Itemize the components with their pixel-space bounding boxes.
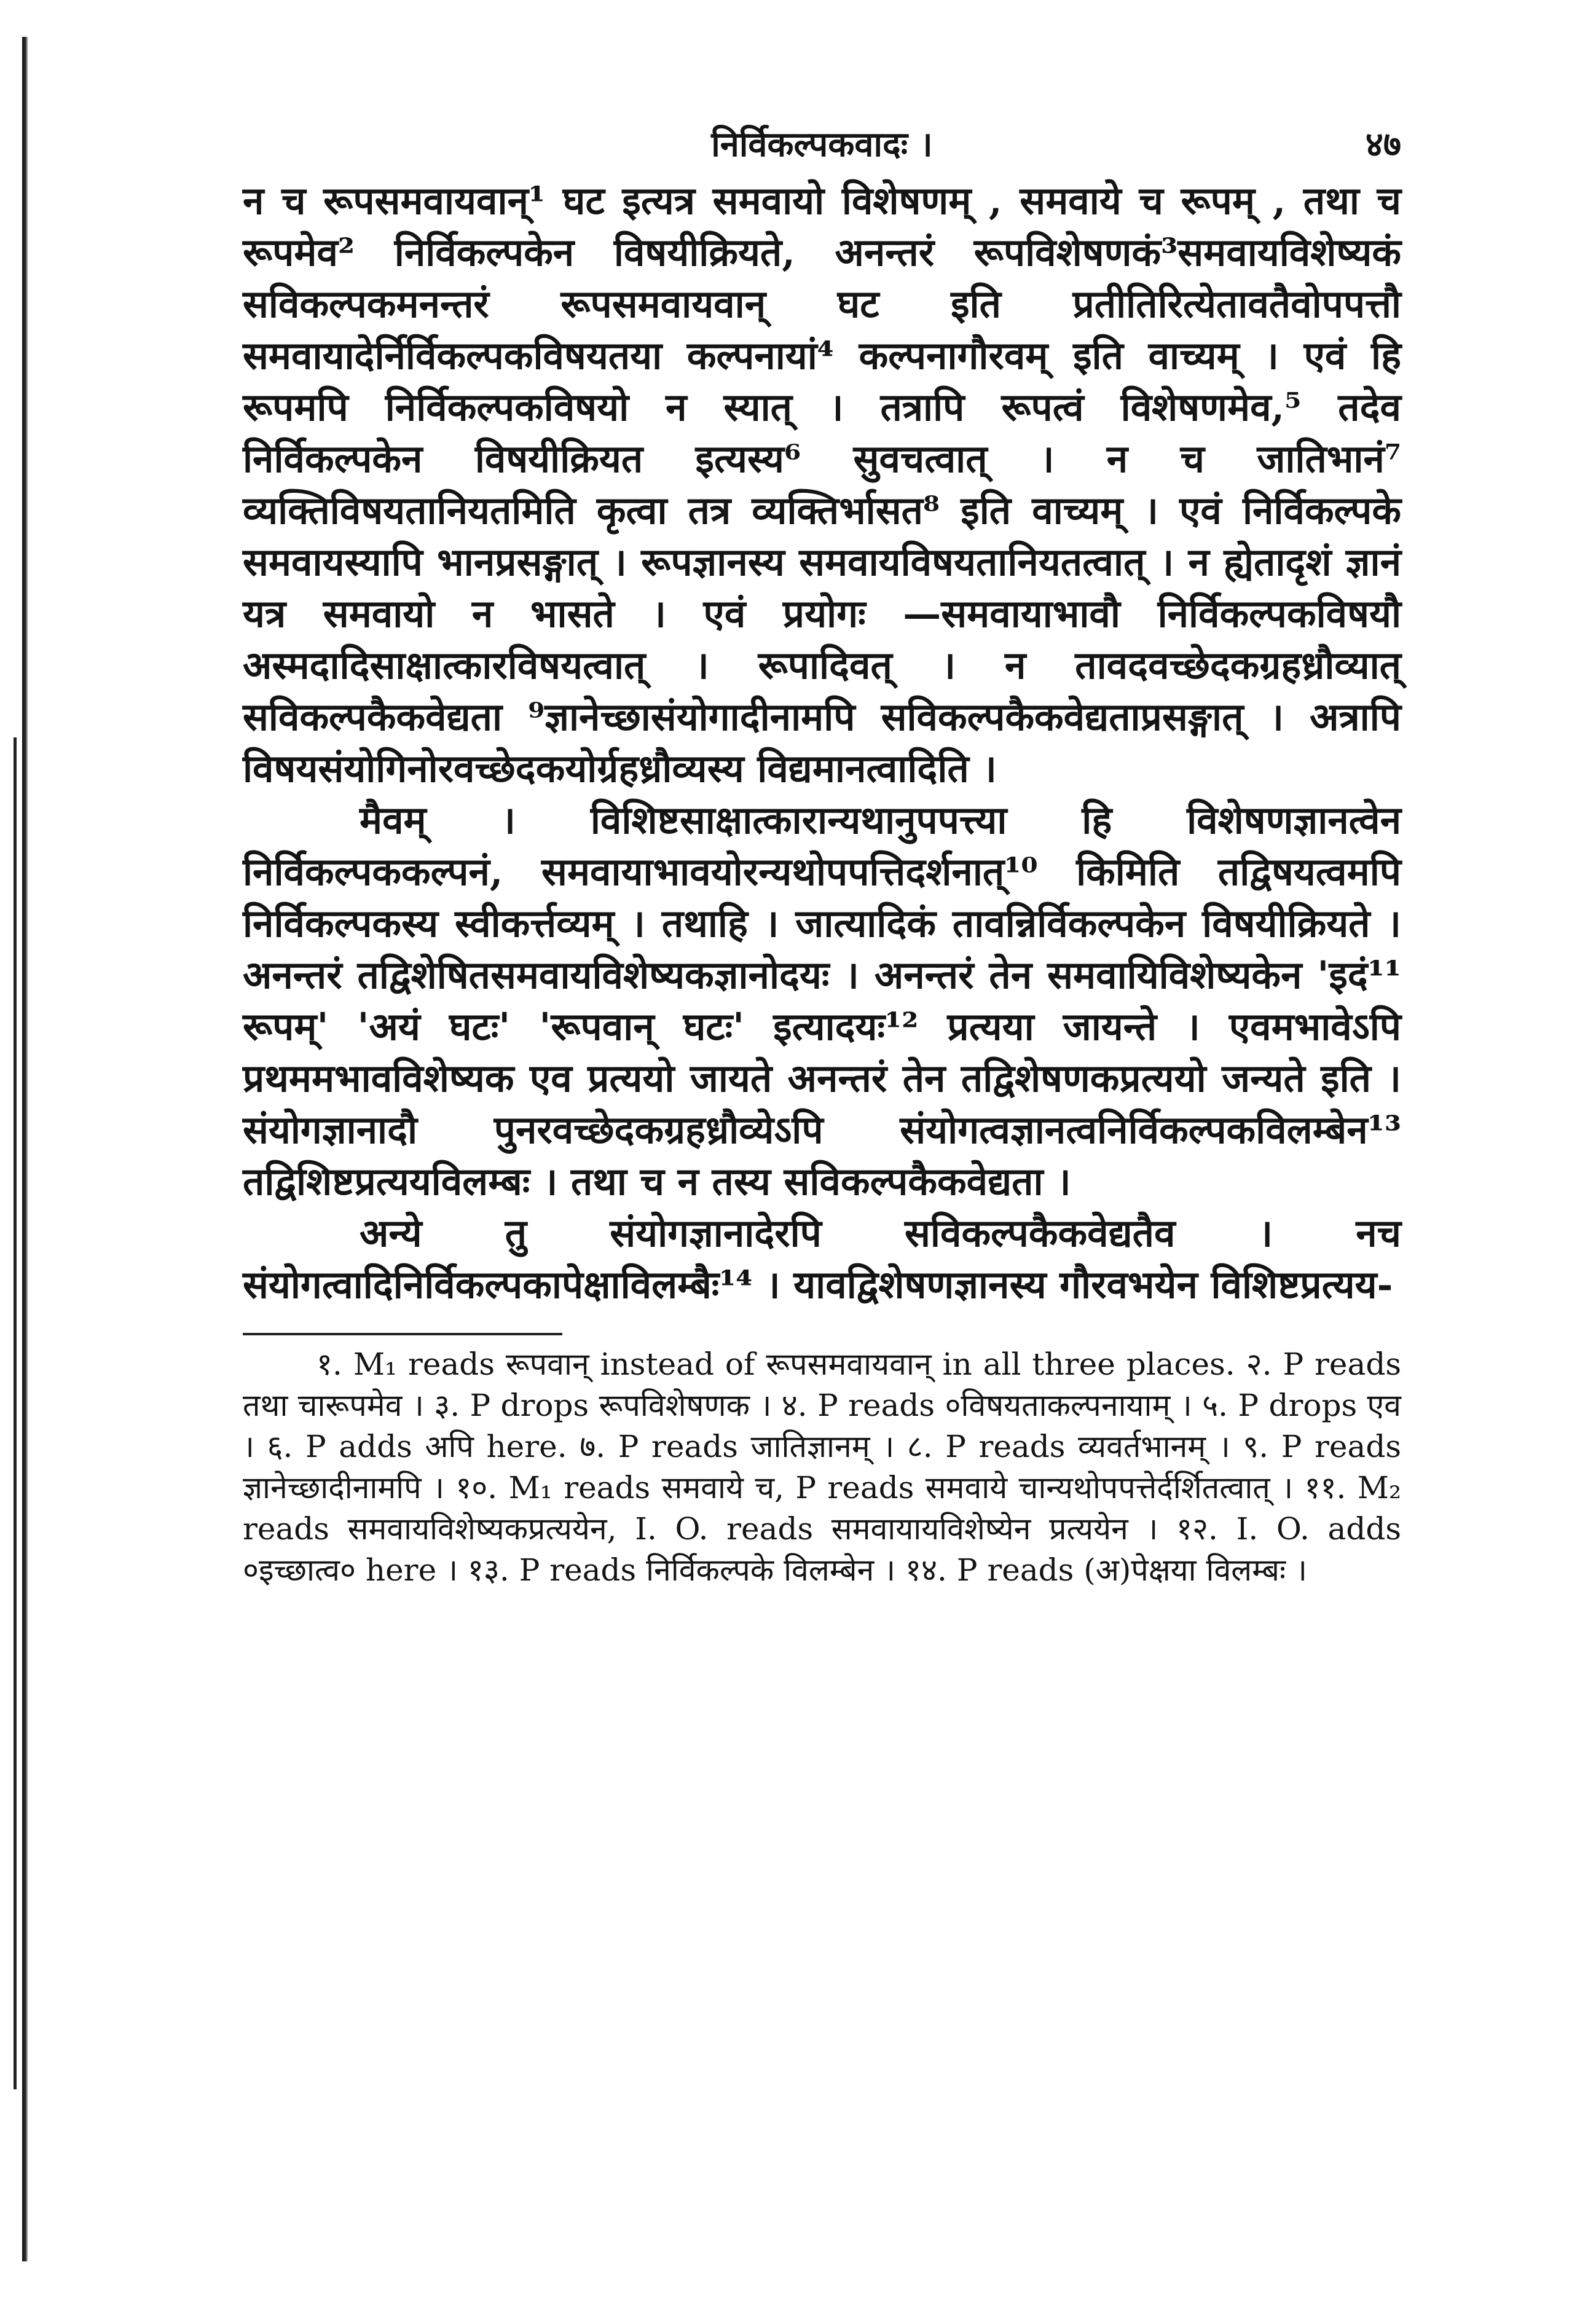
page-header: [243, 108, 1401, 175]
footnote-rule: [243, 1333, 562, 1335]
page-number: ४७: [1365, 124, 1401, 165]
scan-binding-edge: [22, 37, 28, 2261]
running-head: निर्विकल्पकवादः ।: [711, 124, 933, 165]
paragraph-1: न च रूपसमवायवान्¹ घट इत्यत्र समवायो विशेषणम् , समवाये च रूपम् , तथा च रूपमेव² निर्विकल्पकेन विषयीक्रियते, अनन्तरं रूपविशेषणकं³समवायविशेष्यकं सविकल्पकमनन्तरं रूपसमवायवान् घट इति प्रतीतिरित्येतावतैवोपपत्तौ समवायादेर्निर्विकल्पकविषयतया कल्पनायां⁴ कल्पनागौरवम् इति वाच्यम् । एवं हि रूपमपि निर्विकल्पकविषयो न स्यात् । तत्रापि रूपत्वं विशेषणमेव,⁵ तदेव निर्विकल्पकेन विषयीक्रियत इत्यस्य⁶ सुवचत्वात् । न च जातिभानं⁷ व्यक्तिविषयतानियतमिति कृत्वा तत्र व्यक्तिर्भासत⁸ इति वाच्यम् । एवं निर्विकल्पके समवायस्यापि भानप्रसङ्गात् । रूपज्ञानस्य समवायविषयतानियतत्वात् । न ह्येतादृशं ज्ञानं यत्र समवायो न भासते । एवं प्रयोगः —समवायाभावौ निर्विकल्पकविषयौ अस्मदादिसाक्षात्कारविषयत्वात् । रूपादिवत् । न तावदवच्छेदकग्रहध्रौव्यात् सविकल्पकैकवेद्यता ⁹ज्ञानेच्छासंयोगादीनामपि सविकल्पकैकवेद्यताप्रसङ्गात् । अत्रापि विषयसंयोगिनोरवच्छेदकयोर्ग्रहध्रौव्यस्य विद्यमानत्वादिति ।: [243, 178, 1401, 791]
paragraph-2: मैवम् । विशिष्टसाक्षात्कारान्यथानुपपत्त्या हि विशेषणज्ञानत्वेन निर्विकल्पककल्पनं, समवायाभावयोरन्यथोपपत्तिदर्शनात्¹⁰ किमिति तद्विषयत्वमपि निर्विकल्पकस्य स्वीकर्त्तव्यम् । तथाहि । जात्यादिकं तावन्निर्विकल्पकेन विषयीक्रियते । अनन्तरं तद्विशेषितसमवायविशेष्यकज्ञानोदयः । अनन्तरं तेन समवायिविशेष्यकेन 'इदं¹¹ रूपम्' 'अयं घटः' 'रूपवान् घटः' इत्यादयः¹² प्रत्यया जायन्ते । एवमभावेऽपि प्रथममभावविशेष्यक एव प्रत्ययो जायते अनन्तरं तेन तद्विशेषणकप्रत्ययो जन्यते इति । संयोगज्ञानादौ पुनरवच्छेदकग्रहध्रौव्येऽपि संयोगत्वज्ञानत्वनिर्विकल्पकविलम्बेन¹³ तद्विशिष्टप्रत्ययविलम्बः । तथा च न तस्य सविकल्पकैकवेद्यता ।: [243, 798, 1401, 1204]
footnotes: १. M₁ reads रूपवान् instead of रूपसमवायवान् in all three places. २. P reads तथा चारूपमेव । ३. P drops रूपविशेषणक । ४. P reads ०विषयताकल्पनायाम् । ५. P drops एव । ६. P adds अपि here. ७. P reads जातिज्ञानम् । ८. P reads व्यवर्तभानम् । ९. P reads ज्ञानेच्छादीनामपि । १०. M₁ reads समवाये च, P reads समवाये चान्यथोपपत्तेर्दर्शितत्वात् । ११. M₂ reads समवायविशेष्यकप्रत्ययेन, I. O. reads समवायायविशेष्येन प्रत्ययेन । १२. I. O. adds ०इच्छात्व० here । १३. P reads निर्विकल्पके विलम्बेन । १४. P reads (अ)पेक्षया विलम्बः ।: [243, 1346, 1401, 1588]
main-text: [243, 175, 1401, 1311]
scan-binding-edge-inner: [14, 737, 17, 2089]
book-page: [243, 108, 1401, 1591]
paragraph-3: अन्ये तु संयोगज्ञानादेरपि सविकल्पकैकवेद्यतैव । नच संयोगत्वादिनिर्विकल्पकापेक्षाविलम्बैः¹⁴ । यावद्विशेषणज्ञानस्य गौरवभयेन विशिष्टप्रत्यय-: [243, 1211, 1401, 1307]
